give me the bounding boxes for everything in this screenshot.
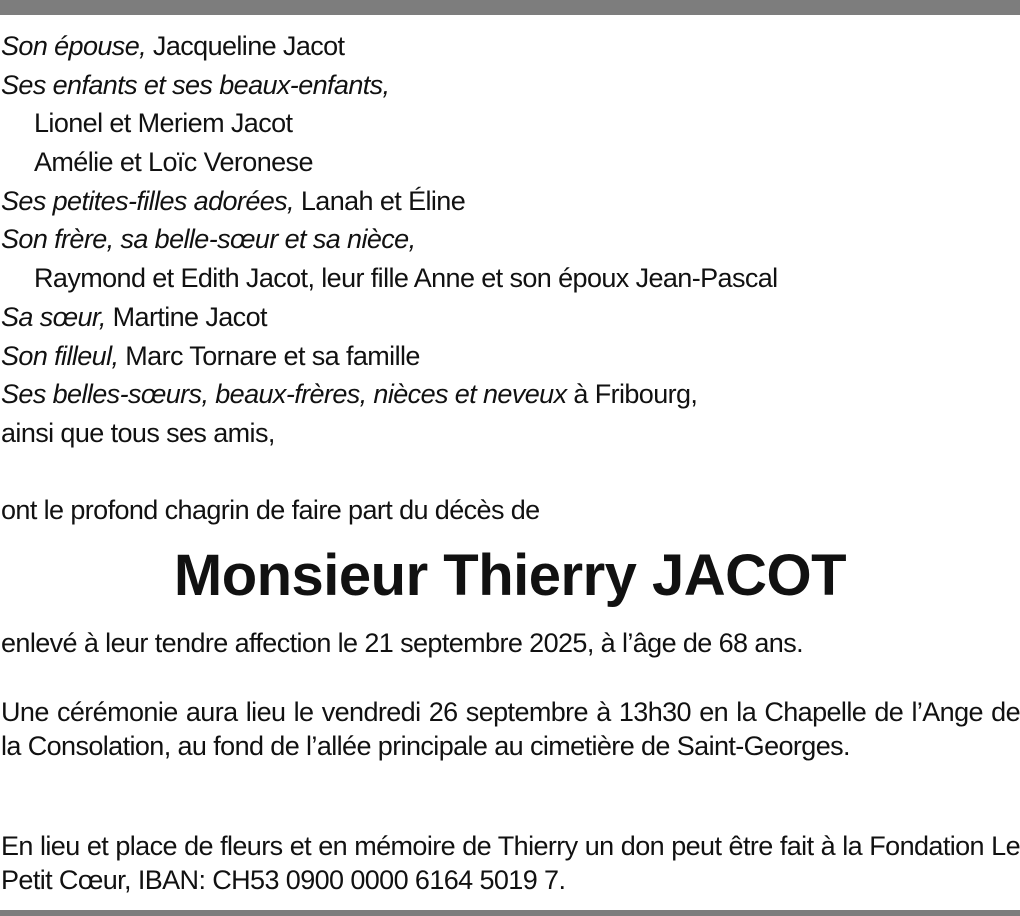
family-line-in-laws [1,375,1020,414]
top-border-rule [0,0,1020,15]
relation-label: Sa sœur, [1,301,106,332]
family-line-godson [1,337,1020,376]
death-details: enlevé à leur tendre affection le 21 septembre 2025, à l’âge de 68 ans. [1,628,803,658]
relation-names: Martine Jacot [105,301,267,332]
relation-names: Marc Tornare et sa famille [118,340,420,371]
relation-label: Son filleul, [1,340,119,371]
relation-label: Son frère, sa belle-sœur et sa nièce, [1,224,416,255]
donation-paragraph: En lieu et place de fleurs et en mémoire de Thierry un don peut être fait à la Fondation Le Petit Cœur, IBAN: CH53 0900 0000 6164 5019 7. [1,831,1020,895]
relation-label: Ses petites-filles adorées, [1,185,294,216]
relation-label: Ses belles-sœurs, beaux-frères, nièces et neveux [1,379,567,410]
relation-label: Son épouse, [1,31,147,61]
relation-names: Lanah et Éline [293,185,466,216]
family-list [1,27,1020,530]
family-line-child-couple: Lionel et Meriem Jacot [34,108,293,139]
relation-names: à Fribourg, [566,379,698,410]
family-line-sister [1,298,1020,337]
spacer [1,453,1020,492]
family-line-child-couple: Amélie et Loïc Veronese [34,147,313,178]
bottom-border-rule [0,910,1020,916]
announcement-line: ont le profond chagrin de faire part du décès de [1,495,540,526]
family-line-brother [1,220,1020,259]
deceased-name: Monsieur Thierry JACOT [173,543,847,608]
family-line-spouse [1,27,1020,66]
friends-line: ainsi que tous ses amis, [1,417,275,448]
family-line-granddaughters [1,182,1020,221]
family-line-brother-family: Raymond et Edith Jacot, leur fille Anne et son époux Jean-Pascal [34,263,778,294]
relation-label: Ses enfants et ses beaux-enfants, [1,69,390,100]
ceremony-paragraph: Une cérémonie aura lieu le vendredi 26 septembre à 13h30 en la Chapelle de l’Ange de la Consolation, au fond de l’allée principale au cimetière de Saint-Georges. [1,697,1020,761]
relation-names: Jacqueline Jacot [146,31,345,61]
family-line-children [1,66,1020,105]
